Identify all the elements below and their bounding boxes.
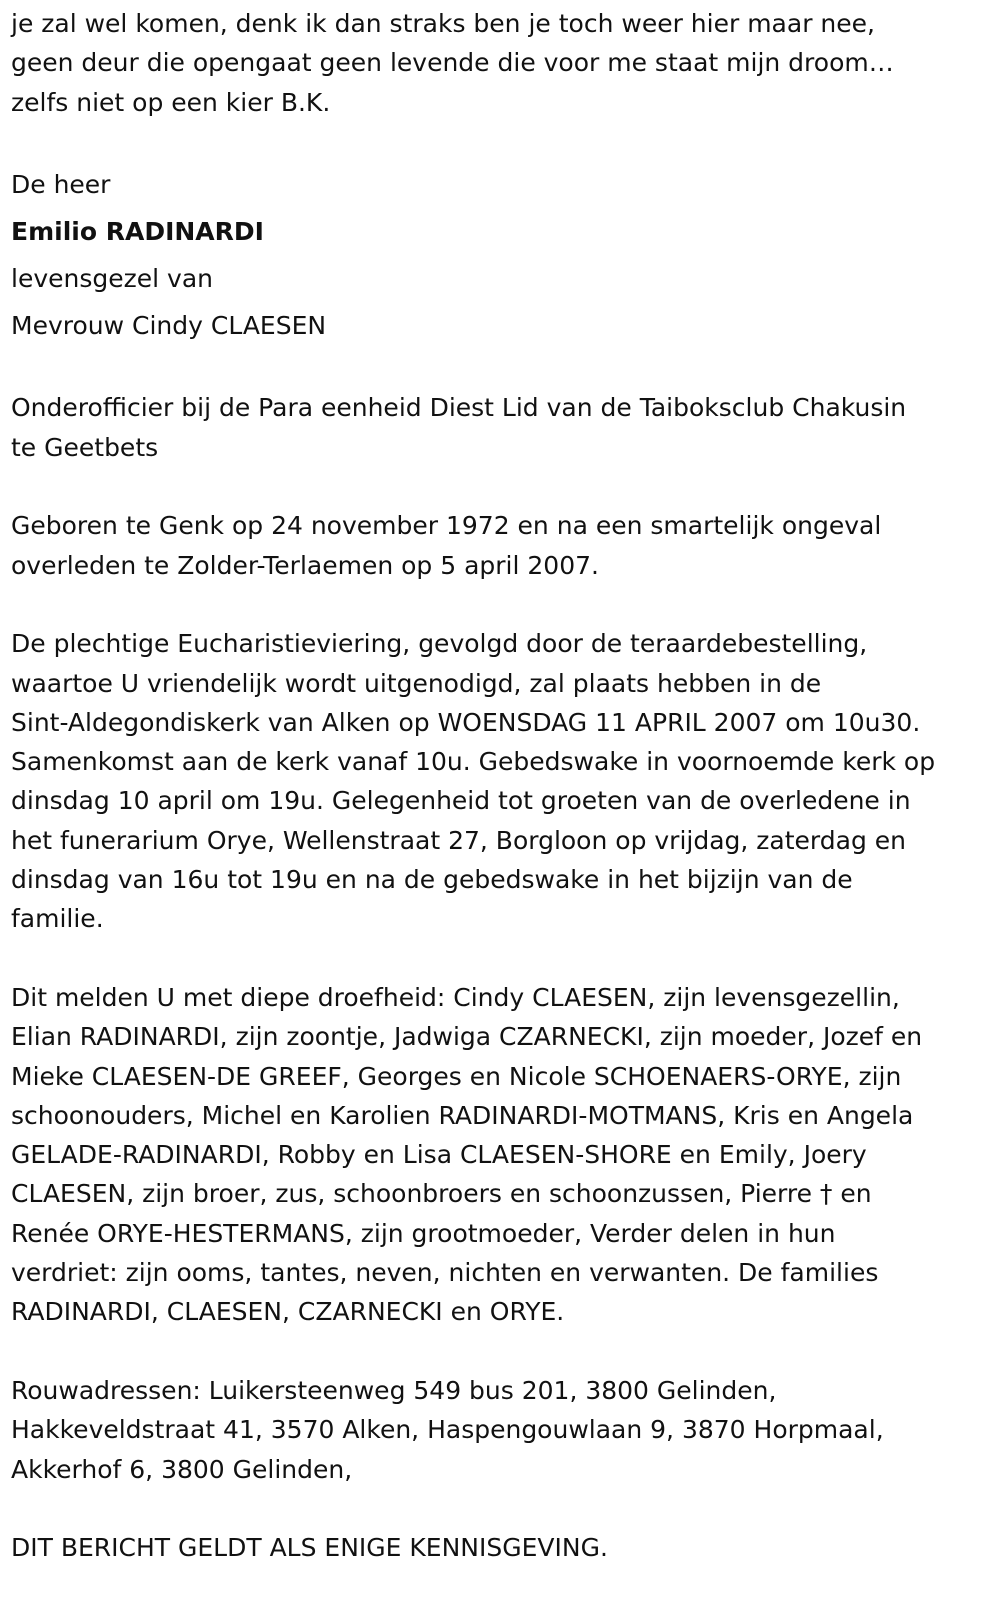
death-notice (11, 4, 986, 1567)
spacer (11, 585, 986, 624)
addresses-text: Rouwadressen: Luikersteenweg 549 bus 201, 3800 Gelinden, Hakkeveldstraat 41, 3570 Alken, Haspengouwlaan 9, 3870 Horpmaal, Akkerhof 6, 3800 Gelinden, (11, 1375, 884, 1484)
occupation-text: Onderofficier bij de Para eenheid Diest Lid van de Taiboksclub Chakusin te Geetbets (11, 393, 907, 462)
poem-text: je zal wel komen, denk ik dan straks ben je toch weer hier maar nee, geen deur die opengaat geen levende die voor me staat mijn droom… zelfs niet op een kier B.K. (11, 9, 894, 117)
ceremony-text: De plechtige Eucharistieviering, gevolgd door de teraardebestelling, waartoe U vriendelijk wordt uitgenodigd, zal plaats hebben in de Sint-Aldegondiskerk van Alken op WOENSDAG 11 APRIL 2007 om 10u30. Samenkomst aan de kerk vanaf 10u. Gebedswake in voornoemde kerk op dinsdag 10 april om 19u. Gelegenheid tot groeten van de overledene in het funerarium Orye, Wellenstraat 27, Borgloon op vrijdag, zaterdag en dinsdag van 16u tot 19u en na de gebedswake in het bijzijn van de familie. (11, 629, 936, 934)
partner-name: Mevrouw Cindy CLAESEN (11, 311, 327, 341)
deceased-name: Emilio RADINARDI (11, 217, 264, 247)
spacer (11, 467, 986, 506)
title-text: De heer (11, 170, 111, 200)
spacer (11, 349, 986, 388)
spacer (11, 122, 986, 161)
partner-label: levensgezel van (11, 264, 213, 294)
footer-text: DIT BERICHT GELDT ALS ENIGE KENNISGEVING. (11, 1533, 608, 1563)
spacer (11, 1332, 986, 1371)
birth-death-text: Geboren te Genk op 24 november 1972 en na een smartelijk ongeval overleden te Zolder-Terlaemen op 5 april 2007. (11, 511, 882, 580)
family-text: Dit melden U met diepe droefheid: Cindy CLAESEN, zijn levensgezellin, Elian RADINARDI, zijn zoontje, Jadwiga CZARNECKI, zijn moeder, Jozef en Mieke CLAESEN-DE GREEF, Georges en Nicole SCHOENAERS-ORYE, zijn schoonouders, Michel en Karolien RADINARDI-MOTMANS, Kris en Angela GELADE-RADINARDI, Robby en Lisa CLAESEN-SHORE en Emily, Joery CLAESEN, zijn broer, zus, schoonbroers en schoonzussen, Pierre † en Renée ORYE-HESTERMANS, zijn grootmoeder, Verder delen in hun verdriet: zijn ooms, tantes, neven, nichten en verwanten. De families RADINARDI, CLAESEN, CZARNECKI en ORYE. (11, 982, 923, 1327)
spacer (11, 939, 986, 978)
spacer (11, 1489, 986, 1528)
